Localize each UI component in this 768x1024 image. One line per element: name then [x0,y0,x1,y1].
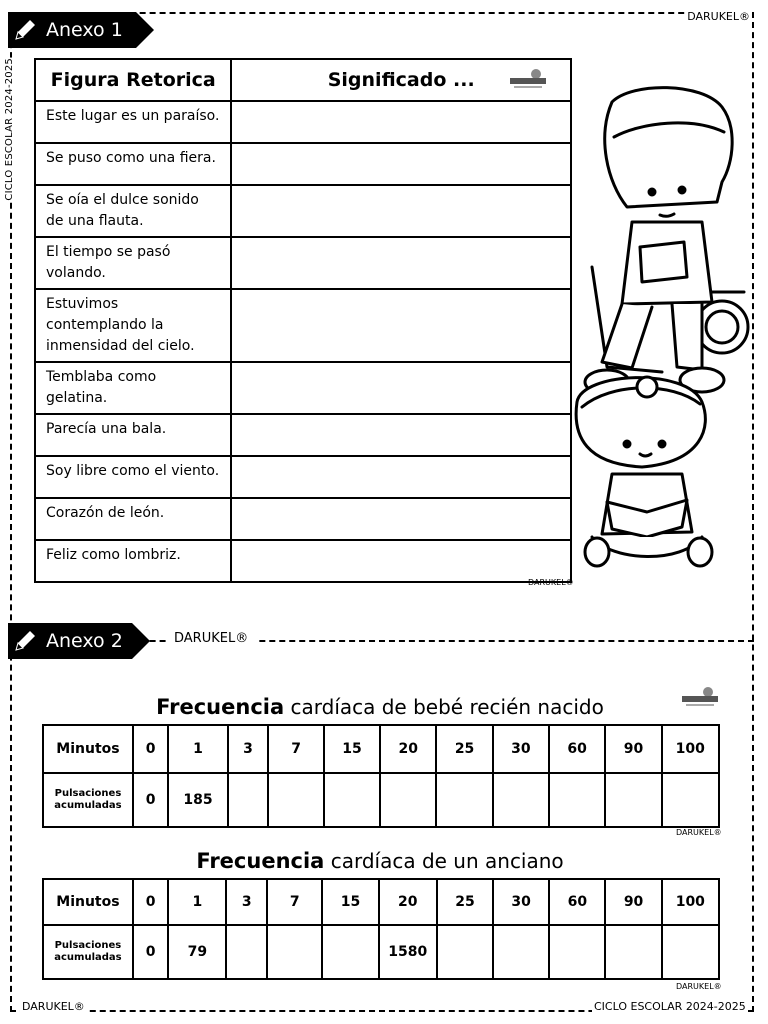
pulse-cell: 79 [168,925,226,979]
pulse-cell[interactable] [493,773,549,827]
pulse-cell: 1580 [379,925,437,979]
table-row [35,540,571,582]
children-reading-illustration [552,82,752,576]
meaning-cell[interactable] [231,185,571,237]
pulse-cell[interactable] [267,925,322,979]
table-row [35,498,571,540]
pulse-cell[interactable] [549,925,605,979]
table-row [35,101,571,143]
table2-title-rest: cardíaca de un anciano [324,849,564,873]
pulse-cell[interactable] [226,925,267,979]
minutes-row [43,879,719,925]
pulse-cell[interactable] [436,773,492,827]
minute-cell: 1 [168,879,226,925]
pulse-cell[interactable] [437,925,493,979]
header-significado [231,59,571,101]
minute-cell: 15 [324,725,380,773]
pulse-cell[interactable] [268,773,323,827]
table-row [35,456,571,498]
figure-cell: Estuvimos contemplando la inmensidad del cielo. [35,289,231,362]
figure-cell: Temblaba como gelatina. [35,362,231,414]
minute-cell: 25 [437,879,493,925]
pulse-cell[interactable] [380,773,436,827]
figure-cell: Soy libre como el viento. [35,456,231,498]
pulse-cell: 0 [133,925,168,979]
table-row [35,237,571,289]
minutes-label: Minutos [43,725,133,773]
table2-title [40,849,720,873]
minute-cell: 0 [133,879,168,925]
pulse-cell[interactable] [493,925,549,979]
annex1-credit: DARUKEL® [528,578,574,587]
pulses-row [43,773,719,827]
pulse-cell: 0 [133,773,169,827]
meaning-cell[interactable] [231,143,571,185]
minute-cell: 3 [228,725,269,773]
header-figura: Figura Retorica [35,59,231,101]
darukel-logo [508,68,548,90]
table2-credit: DARUKEL® [676,982,722,991]
meaning-cell[interactable] [231,362,571,414]
minute-cell: 30 [493,879,549,925]
minute-cell: 15 [322,879,378,925]
pulse-cell[interactable] [605,925,661,979]
minute-cell: 100 [662,725,719,773]
table1-title-bold: Frecuencia [156,695,285,719]
meaning-cell[interactable] [231,289,571,362]
minutes-label: Minutos [43,879,133,925]
minute-cell: 20 [380,725,436,773]
elderly-heart-rate-table [42,878,720,980]
pulses-label: Pulsaciones acumuladas [43,925,133,979]
pulses-row [43,925,719,979]
annex2-banner [8,623,132,659]
pencil-icon [8,623,42,659]
table1-title [40,695,720,719]
minute-cell: 30 [493,725,549,773]
figures-table [34,58,572,583]
pulse-cell[interactable] [322,925,378,979]
table-row [35,143,571,185]
minute-cell: 90 [605,879,661,925]
table-row [35,362,571,414]
pulse-cell[interactable] [228,773,269,827]
header-significado-label: Significado ... [327,69,475,91]
minute-cell: 1 [168,725,227,773]
darukel-logo [680,686,720,708]
pulse-cell: 185 [168,773,227,827]
annex2-label: Anexo 2 [46,630,123,652]
pulse-cell[interactable] [662,773,719,827]
minute-cell: 0 [133,725,169,773]
pulse-cell[interactable] [662,925,719,979]
footer-school-year: CICLO ESCOLAR 2024-2025 [594,1000,746,1013]
meaning-cell[interactable] [231,101,571,143]
meaning-cell[interactable] [231,456,571,498]
minute-cell: 7 [268,725,323,773]
minute-cell: 90 [605,725,661,773]
baby-heart-rate-table [42,724,720,828]
table1-title-rest: cardíaca de bebé recién nacido [284,695,604,719]
annex1-label: Anexo 1 [46,19,123,41]
figure-cell: Este lugar es un paraíso. [35,101,231,143]
pencil-icon [8,12,42,48]
table2-title-bold: Frecuencia [196,849,325,873]
table-row [35,414,571,456]
pulse-cell[interactable] [324,773,380,827]
figure-cell: El tiempo se pasó volando. [35,237,231,289]
minute-cell: 60 [549,725,605,773]
side-school-year: CICLO ESCOLAR 2024-2025 [4,58,15,201]
brand-top: DARUKEL® [687,10,750,23]
meaning-cell[interactable] [231,237,571,289]
minute-cell: 100 [662,879,719,925]
minute-cell: 3 [226,879,267,925]
minute-cell: 20 [379,879,437,925]
figure-cell: Corazón de león. [35,498,231,540]
pulses-label: Pulsaciones acumuladas [43,773,133,827]
annex1-banner [8,12,136,48]
annex2-brand: DARUKEL® [166,631,256,646]
figure-cell: Se puso como una fiera. [35,143,231,185]
pulse-cell[interactable] [549,773,605,827]
table-row [35,185,571,237]
figure-cell: Parecía una bala. [35,414,231,456]
minute-cell: 60 [549,879,605,925]
pulse-cell[interactable] [605,773,661,827]
meaning-cell[interactable] [231,540,571,582]
table-row [35,289,571,362]
minutes-row [43,725,719,773]
figure-cell: Feliz como lombriz. [35,540,231,582]
meaning-cell[interactable] [231,414,571,456]
meaning-cell[interactable] [231,498,571,540]
figure-cell: Se oía el dulce sonido de una flauta. [35,185,231,237]
minute-cell: 7 [267,879,322,925]
table1-credit: DARUKEL® [676,828,722,837]
footer-brand: DARUKEL® [22,1000,85,1013]
minute-cell: 25 [436,725,492,773]
